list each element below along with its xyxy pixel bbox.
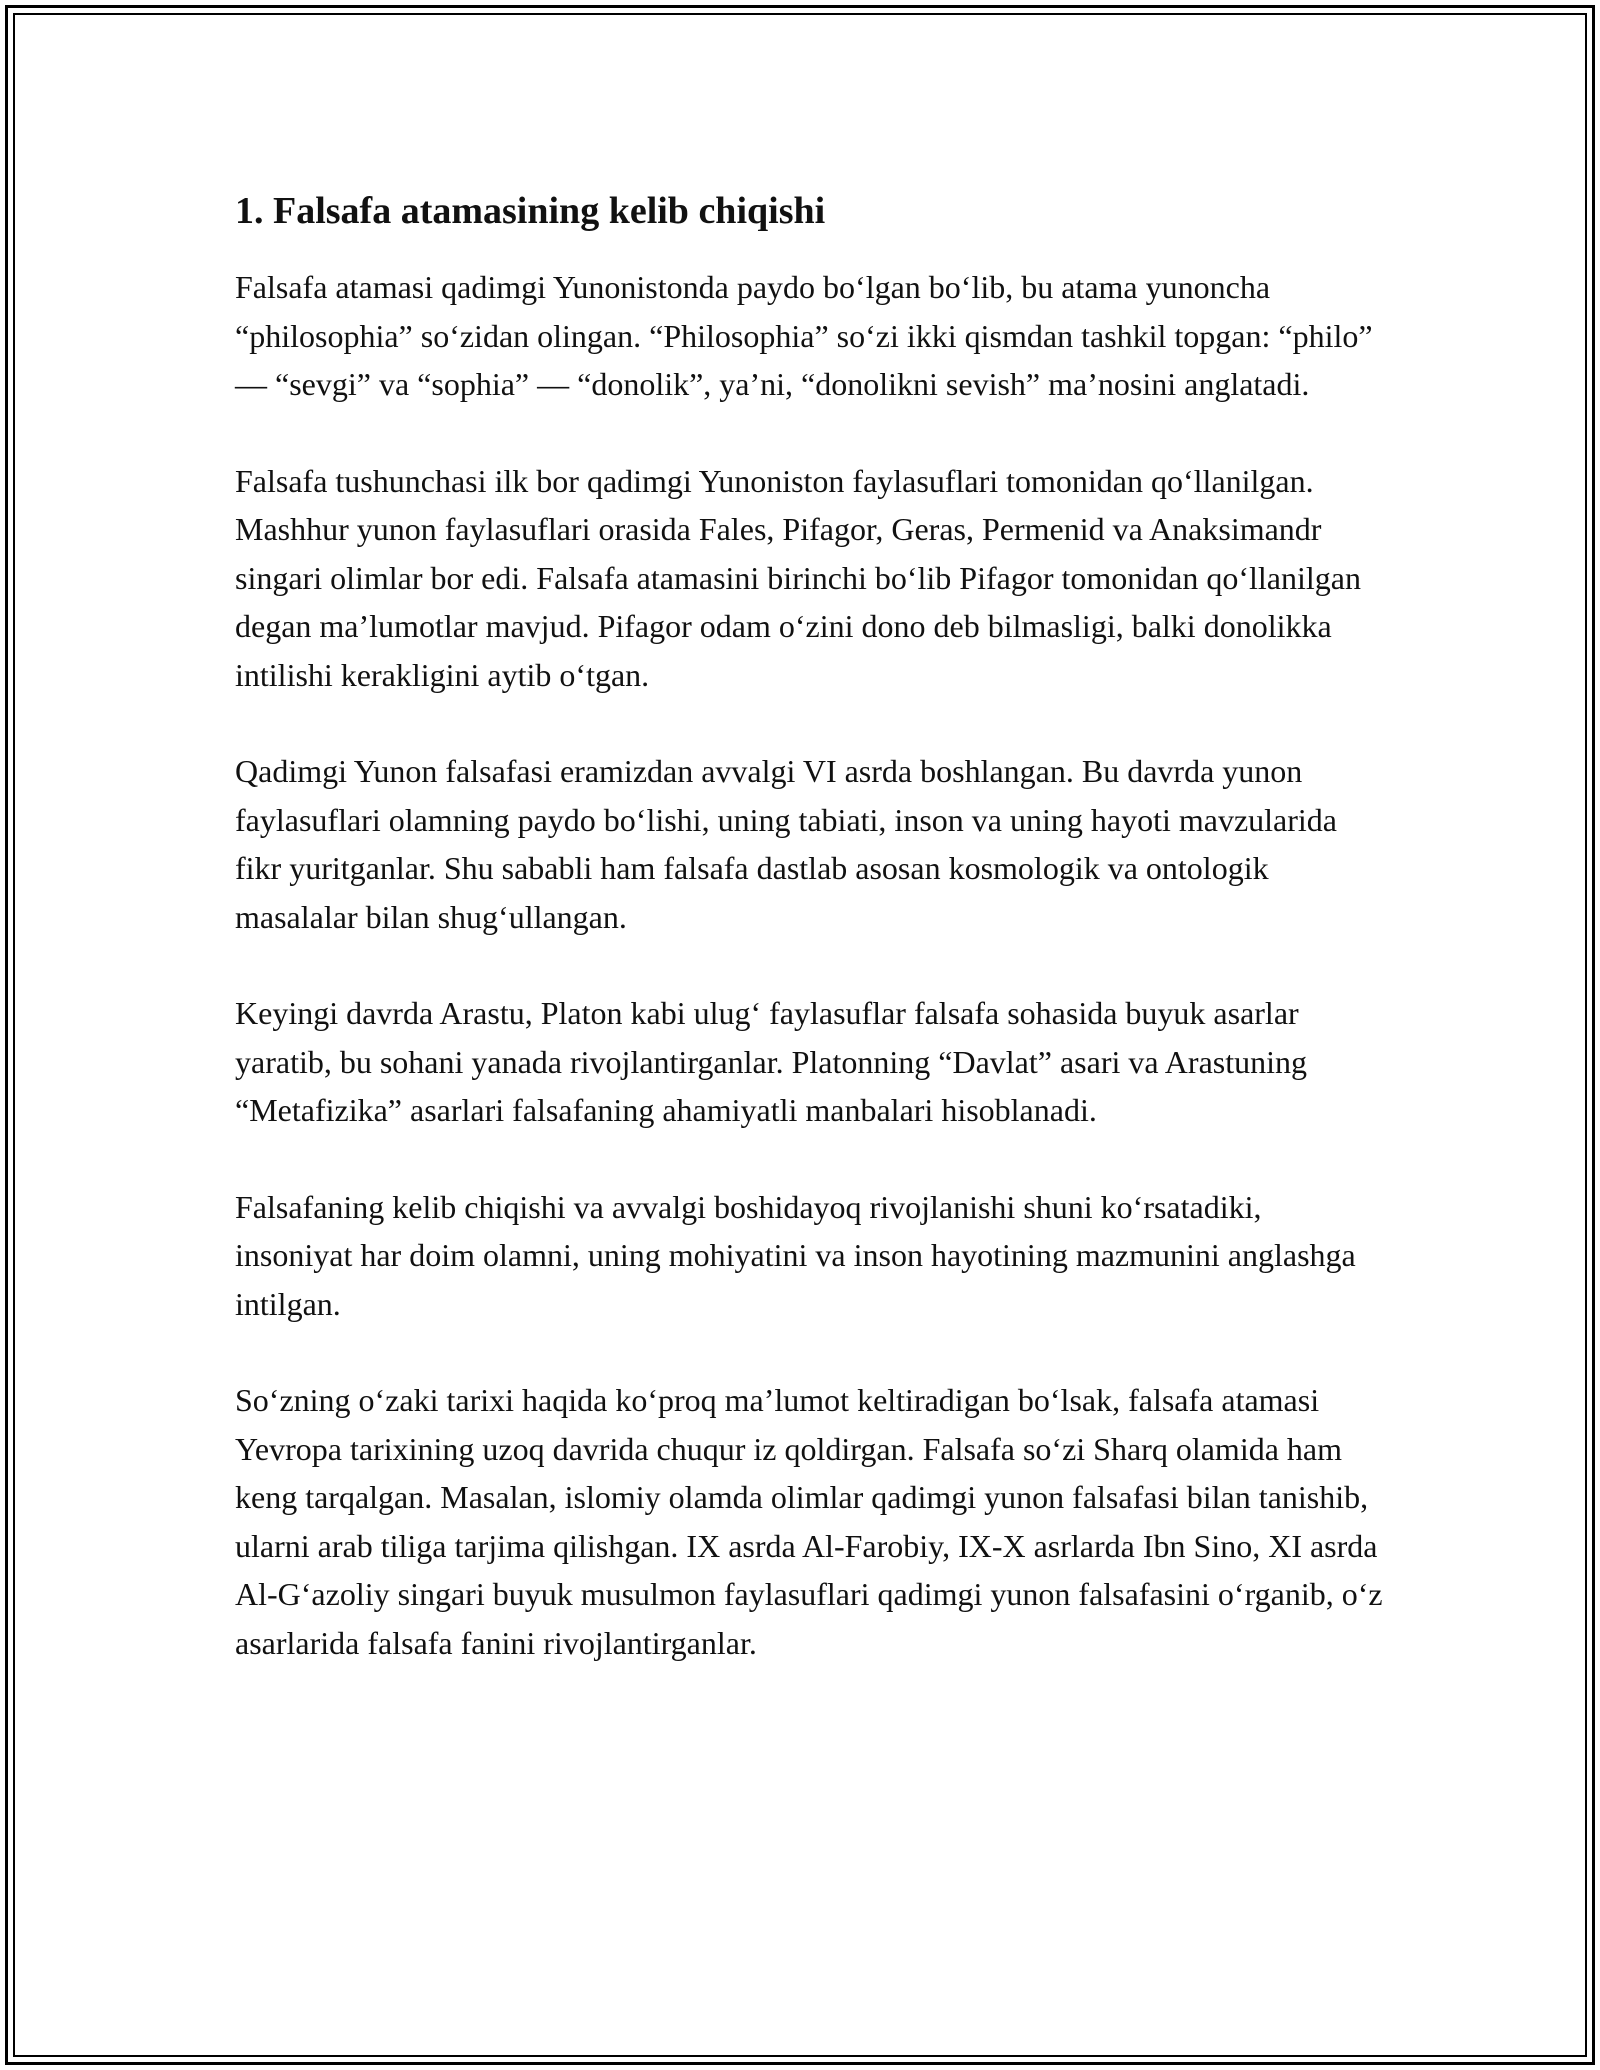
section-heading: 1. Falsafa atamasining kelib chiqishi <box>235 190 826 232</box>
paragraph-5: Falsafaning kelib chiqishi va avvalgi boshidayoq rivojlanishi shuni ko‘rsatadiki, insoniyat har doim olamni, uning mohiyatini va inson hayotining mazmunini anglashga intilgan. <box>235 1188 1356 1322</box>
paragraph-4: Keyingi davrda Arastu, Platon kabi ulug‘ faylasuflar falsafa sohasida buyuk asarlar yaratib, bu sohani yanada rivojlantirganlar. Platonning “Davlat” asari va Arastuning “Metafizika” asarlari falsafaning ahamiyatli manbalari hisoblanadi. <box>235 995 1307 1128</box>
paragraph-2: Falsafa tushunchasi ilk bor qadimgi Yunoniston faylasuflari tomonidan qo‘llanilgan. Mashhur yunon faylasuflari orasida Fales, Pifagor, Geras, Permenid va Anaksimandr singari olimlar bor edi. Falsafa atamasini birinchi bo‘lib Pifagor tomonidan qo‘llanilgan degan ma’lumotlar mavjud. Pifagor odam o‘zini dono deb bilmasligi, balki donolikka intilishi kerakligini aytib o‘tgan. <box>235 462 1361 693</box>
paragraph-6: So‘zning o‘zaki tarixi haqida ko‘proq ma’lumot keltiradigan bo‘lsak, falsafa atamasi Yevropa tarixining uzoq davrida chuqur iz qoldirgan. Falsafa so‘zi Sharq olamida ham keng tarqalgan. Masalan, islomiy olamda olimlar qadimgi yunon falsafasi bilan tanishib, ularni arab tiliga tarjima qilishgan. IX asrda Al-Farobiy, IX-X asrlarda Ibn Sino, XI asrda Al-G‘azoliy singari buyuk musulmon faylasuflari qadimgi yunon falsafasini o‘rganib, o‘z asarlarida falsafa fanini rivojlantirganlar. <box>235 1382 1383 1661</box>
paragraph-3: Qadimgi Yunon falsafasi eramizdan avvalgi VI asrda boshlangan. Bu davrda yunon faylasuflari olamning paydo bo‘lishi, uning tabiati, inson va uning hayoti mavzularida fikr yuritganlar. Shu sababli ham falsafa dastlab asosan kosmologik va ontologik masalalar bilan shug‘ullangan. <box>235 753 1337 935</box>
paragraph-1: Falsafa atamasi qadimgi Yunonistonda paydo bo‘lgan bo‘lib, bu atama yunoncha “philosophia” so‘zidan olingan. “Philosophia” so‘zi ikki qismdan tashkil topgan: “philo” — “sevgi” va “sophia” — “donolik”, ya’ni, “donolikni sevish” ma’nosini anglatadi. <box>235 269 1373 402</box>
document-body <box>235 185 1385 1715</box>
